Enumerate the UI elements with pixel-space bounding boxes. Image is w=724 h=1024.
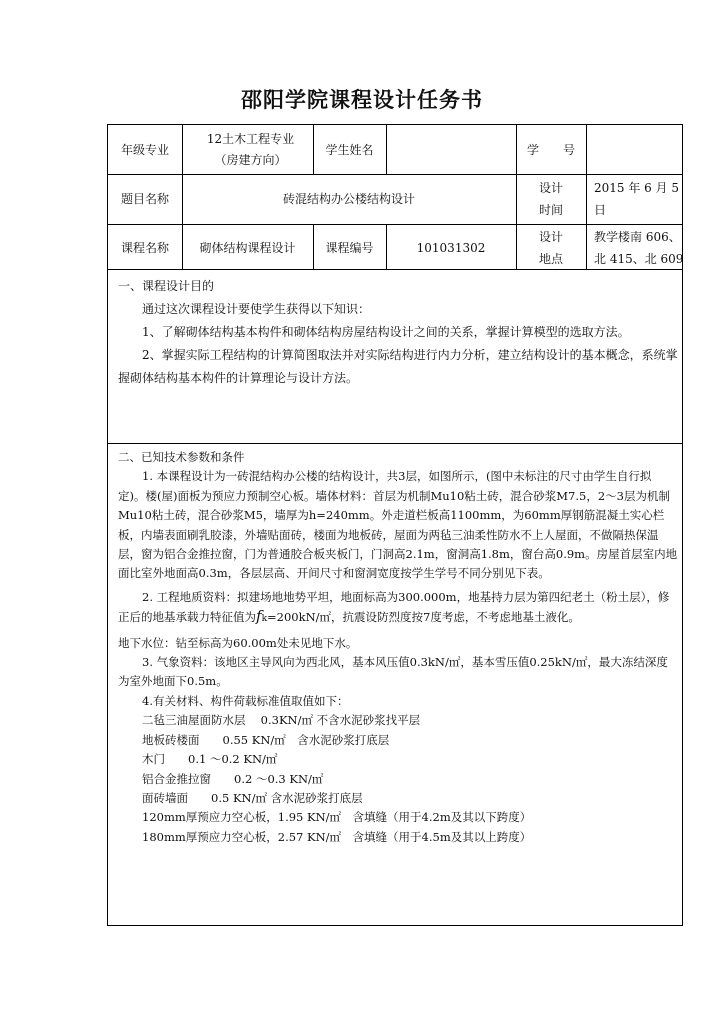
design-time-line2: 日 — [594, 203, 607, 217]
label-student-id: 学 号 — [526, 143, 575, 157]
material-line: 地板砖楼面 0.55 KN/㎡ 含水泥砂浆打底层 — [142, 732, 390, 747]
document-title: 邵阳学院课程设计任务书 — [241, 88, 483, 112]
label-topic: 题目名称 — [120, 192, 169, 206]
material-line: 120mm厚预应力空心板，1.95 KN/㎡ 含填缝（用于4.2m及其以下跨度） — [142, 810, 532, 825]
row-divider — [108, 174, 682, 175]
label-course-name: 课程名称 — [120, 241, 169, 255]
section-course-objectives — [118, 275, 678, 390]
material-line: 木门 0.1 ～0.2 KN/㎡ — [142, 752, 278, 767]
design-place-line1: 教学楼南 606、 — [594, 230, 681, 244]
material-line: 二毡三油屋面防水层 0.3KN/㎡ 不含水泥砂浆找平层 — [142, 713, 421, 728]
course-name-value: 砌体结构课程设计 — [199, 241, 296, 255]
formula-symbol: f — [256, 607, 262, 626]
text-run: =200kN/㎡，抗震设防烈度按7度考虑，不考虑地基土液化。 — [267, 610, 580, 625]
label-design-place-1: 设计 — [538, 230, 563, 244]
topic-value: 砖混结构办公楼结构设计 — [282, 192, 415, 206]
paragraph: 1、了解砌体结构基本构件和砌体结构房屋结构设计之间的关系，掌握计算模型的选取方法。 — [142, 325, 630, 339]
label-course-code: 课程编号 — [325, 241, 374, 255]
label-design-place-2: 地点 — [538, 252, 563, 266]
paragraph: 4.有关材料、构件荷载标准值取值如下： — [142, 693, 349, 708]
material-line: 180mm厚预应力空心板，2.57 KN/㎡ 含填缝（用于4.5m及其以上跨度） — [142, 829, 532, 844]
row-divider — [108, 224, 682, 225]
section-divider — [108, 443, 682, 444]
section-heading: 二、已知技术参数和条件 — [118, 450, 245, 464]
text-run: 2. 工程地质资料：拟建场地地势平坦，地面标高为300.000m，地基持力层为第四纪老土（粉土层），修正后的地基承载力特征值为 — [118, 589, 670, 625]
material-line: 铝合金推拉窗 0.2 ～0.3 KN/㎡ — [142, 771, 324, 786]
label-student-name: 学生姓名 — [325, 143, 374, 157]
label-grade-major: 年级专业 — [120, 143, 169, 157]
paragraph — [118, 588, 678, 630]
paragraph: 1. 本课程设计为一砖混结构办公楼的结构设计，共3层，如图所示，(图中未标注的尺寸由学生自行拟定)。楼(屋)面板为预应力预制空心板。墙体材料：首层为机制Mu10粘土砖，混合砂浆M7.5，2～3层为机制Mu10粘土砖，混合砂浆M5，墙厚为h=240mm。外走道栏板高1100mm，为60mm厚钢筋混凝土实心栏板，内墙表面刷乳胶漆，外墙贴面砖，楼面为地板砖，屋面为两毡三油柔性防水不上人屋面，不做隔热保温层，窗为铝合金推拉窗，门为普通胶合板夹板门，门洞高2.1m，窗洞高1.8m，窗台高0.9m。房屋首层室内地面比室外地面高0.3m，各层层高、开间尺寸和窗洞宽度按学生学号不同分别见下表。 — [118, 469, 678, 581]
label-design-time-1: 设计 — [538, 181, 563, 195]
design-place-line2: 北 415、北 609 — [594, 252, 684, 266]
row-divider — [108, 269, 682, 270]
col-divider — [586, 125, 587, 269]
task-form — [107, 124, 683, 926]
course-code-value: 101031302 — [416, 241, 486, 255]
formula-subscript: k — [261, 614, 268, 625]
grade-major-line2: （房建方向） — [214, 153, 287, 167]
paragraph: 通过这次课程设计要使学生获得以下知识： — [142, 302, 371, 316]
grade-major-line1: 12土木工程专业 — [206, 132, 295, 146]
design-time-line1: 2015 年 6 月 5 — [594, 181, 680, 195]
paragraph: 3. 气象资料：该地区主导风向为西北风，基本风压值0.3kN/㎡，基本雪压值0.25kN/㎡，最大冻结深度为室外地面下0.5m。 — [118, 655, 668, 689]
section-heading: 一、课程设计目的 — [118, 279, 215, 293]
paragraph: 2、掌握实际工程结构的计算简图取法并对实际结构进行内力分析，建立结构设计的基本概念，系统掌握砌体结构基本构件的计算理论与设计方法。 — [118, 348, 678, 385]
section-technical-parameters — [118, 448, 678, 847]
paragraph: 地下水位：钻至标高为60.00m处未见地下水。 — [118, 635, 358, 650]
col-divider — [386, 125, 387, 174]
label-design-time-2: 时间 — [538, 203, 563, 217]
material-line: 面砖墙面 0.5 KN/㎡ 含水泥砂浆打底层 — [142, 790, 363, 805]
